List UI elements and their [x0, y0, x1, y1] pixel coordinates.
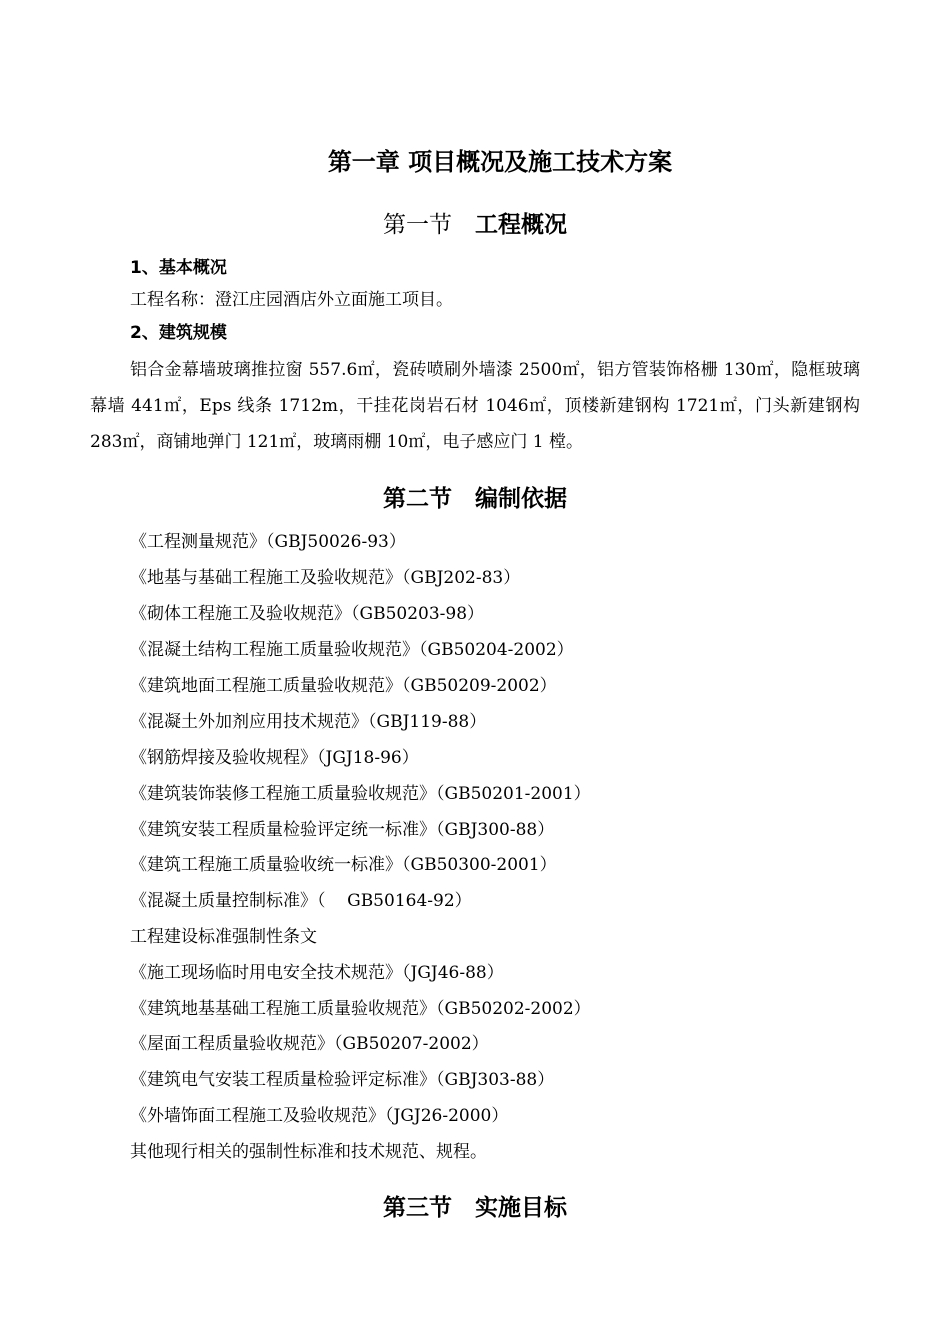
reference-item: 《砌体工程施工及验收规范》（GB50203-98） — [130, 604, 485, 624]
section-3-text: 实施目标 — [475, 1195, 567, 1221]
reference-item: 《外墙饰面工程施工及验收规范》（JGJ26-2000） — [130, 1106, 509, 1126]
section-3-number: 第三节 — [383, 1195, 452, 1221]
reference-item: 《建筑工程施工质量验收统一标准》（GB50300-2001） — [130, 855, 557, 875]
reference-item: 工程建设标准强制性条文 — [130, 927, 317, 947]
building-scale-heading: 2、建筑规模 — [130, 323, 227, 343]
reference-item: 《钢筋焊接及验收规程》（JGJ18-96） — [130, 748, 419, 768]
building-scale-paragraph: 铝合金幕墙玻璃推拉窗 557.6㎡，瓷砖喷刷外墙漆 2500㎡，铝方管装饰格栅 130㎡，隐框玻璃幕墙 441㎡，Eps 线条 1712m，干挂花岗岩石材 1046㎡，顶楼新建钢构 1721㎡，门头新建钢构 283㎡，商铺地弹门 121㎡，玻璃雨棚 10㎡，电子感应门 1 樘。 — [90, 360, 860, 452]
section-2-text: 编制依据 — [475, 486, 567, 512]
reference-item: 《建筑安装工程质量检验评定统一标准》（GBJ300-88） — [130, 820, 555, 840]
reference-item: 《混凝土外加剂应用技术规范》（GBJ119-88） — [130, 712, 487, 732]
section-1-title — [0, 214, 950, 237]
reference-item: 《屋面工程质量验收规范》（GB50207-2002） — [130, 1034, 489, 1054]
chapter-title: 第一章 项目概况及施工技术方案 — [327, 148, 673, 176]
reference-item: 其他现行相关的强制性标准和技术规范、规程。 — [130, 1142, 487, 1162]
section-1-text: 工程概况 — [475, 212, 567, 238]
reference-item: 《工程测量规范》（GBJ50026-93） — [130, 532, 406, 552]
basic-overview-heading: 1、基本概况 — [130, 258, 227, 278]
section-2-title — [0, 488, 950, 511]
reference-item: 《混凝土结构工程施工质量验收规范》（GB50204-2002） — [130, 640, 574, 660]
reference-item: 《地基与基础工程施工及验收规范》（GBJ202-83） — [130, 568, 521, 588]
reference-item: 《建筑电气安装工程质量检验评定标准》（GBJ303-88） — [130, 1070, 555, 1090]
reference-item: 《施工现场临时用电安全技术规范》（JGJ46-88） — [130, 963, 504, 983]
section-3-title — [0, 1197, 950, 1220]
reference-item: 《混凝土质量控制标准》（ GB50164-92） — [130, 891, 472, 911]
project-name-line: 工程名称：澄江庄园酒店外立面施工项目。 — [130, 290, 453, 310]
reference-item: 《建筑地面工程施工质量验收规范》（GB50209-2002） — [130, 676, 557, 696]
section-1-number: 第一节 — [383, 212, 452, 238]
reference-item: 《建筑地基基础工程施工质量验收规范》（GB50202-2002） — [130, 999, 591, 1019]
section-2-number: 第二节 — [383, 486, 452, 512]
reference-item: 《建筑装饰装修工程施工质量验收规范》（GB50201-2001） — [130, 784, 591, 804]
